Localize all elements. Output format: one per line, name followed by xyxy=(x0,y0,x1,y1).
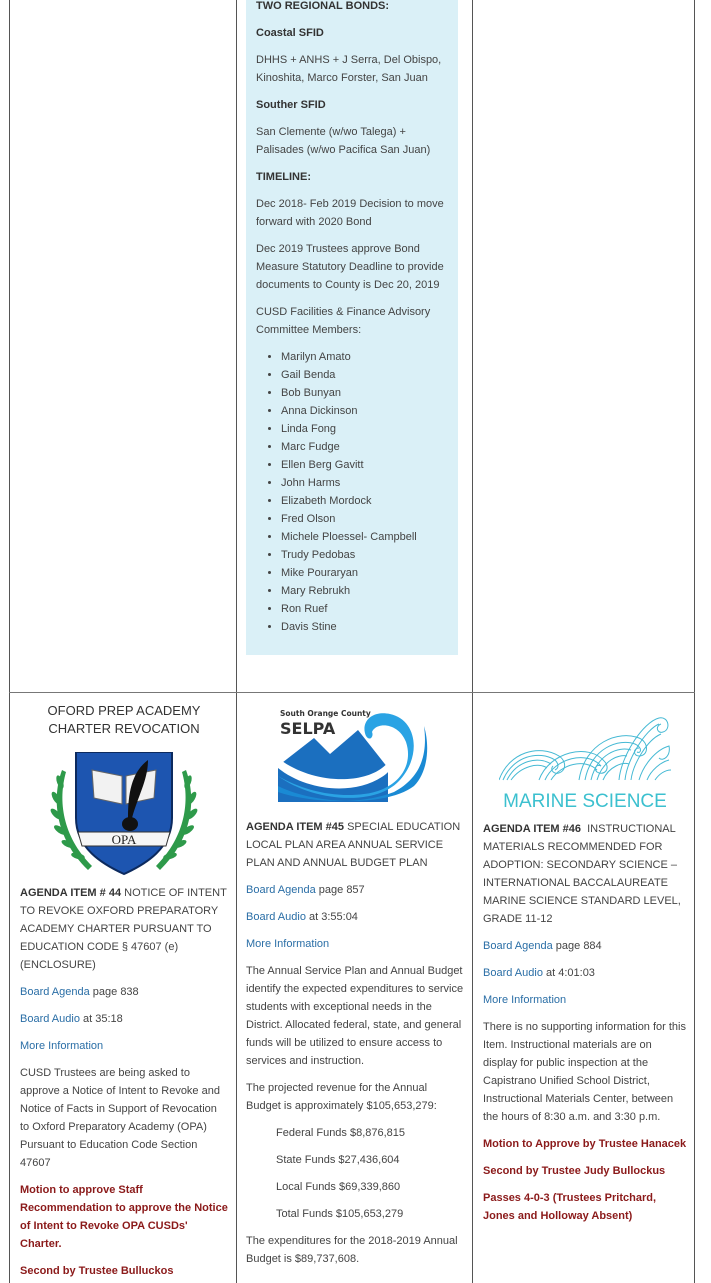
item46-result: Passes 4-0-3 (Trustees Pritchard, Jones and Holloway Absent) xyxy=(483,1192,657,1222)
board-audio-line xyxy=(20,1010,228,1028)
bond-heading: TWO REGIONAL BONDS: xyxy=(256,0,390,12)
bond-info-box xyxy=(246,0,458,655)
table-border-col3 xyxy=(472,0,473,1283)
list-item: • Ellen Berg Gavitt xyxy=(281,456,448,474)
item44-agenda-heading xyxy=(20,884,228,974)
board-audio-link[interactable]: Board Audio xyxy=(20,1013,80,1025)
board-agenda-page: page 857 xyxy=(315,884,365,896)
selpa-logo-line2: SELPA xyxy=(280,719,336,738)
agenda-item-text: INSTRUCTIONAL MATERIALS RECOMMENDED FOR ADOPTION: SECONDARY SCIENCE – INTERNATIONAL BACCALAUREATE MARINE SCIENCE STANDARD LEVEL, GRADE 11-12 xyxy=(483,823,684,925)
board-agenda-link[interactable]: Board Agenda xyxy=(246,884,316,896)
agenda-item-label: AGENDA ITEM # 44 xyxy=(20,887,122,899)
selpa-logo-line1: South Orange County xyxy=(280,709,371,718)
agenda-item-46 xyxy=(483,712,688,1225)
fund-line: State Funds $27,436,604 xyxy=(276,1154,400,1166)
committee-members-list xyxy=(256,348,448,636)
board-agenda-line xyxy=(483,937,688,955)
committee-title: CUSD Facilities & Finance Advisory Committee Members: xyxy=(256,306,431,336)
list-item: • Mike Pouraryan xyxy=(281,564,448,582)
list-item: • Linda Fong xyxy=(281,420,448,438)
list-item: • Gail Benda xyxy=(281,366,448,384)
souther-title: Souther SFID xyxy=(256,99,326,111)
item46-second: Second by Trustee Judy Bullockus xyxy=(483,1165,666,1177)
list-item: • Bob Bunyan xyxy=(281,384,448,402)
board-audio-link[interactable]: Board Audio xyxy=(483,967,543,979)
board-agenda-page: page 838 xyxy=(89,986,139,998)
timeline-item: Dec 2019 Trustees approve Bond Measure Statutory Deadline to provide documents to County is Dec 20, 2019 xyxy=(256,243,444,291)
more-information-link[interactable]: More Information xyxy=(246,938,330,950)
board-agenda-page: page 884 xyxy=(552,940,602,952)
selpa-logo xyxy=(278,706,430,806)
board-agenda-line xyxy=(20,983,228,1001)
board-agenda-link[interactable]: Board Agenda xyxy=(483,940,553,952)
agenda-item-text: SPECIAL EDUCATION LOCAL PLAN AREA ANNUAL SERVICE PLAN AND ANNUAL BUDGET PLAN xyxy=(246,821,461,869)
board-agenda-line xyxy=(246,881,464,899)
list-item: • Mary Rebrukh xyxy=(281,582,448,600)
agenda-item-label: AGENDA ITEM #46 xyxy=(483,823,582,835)
coastal-title: Coastal SFID xyxy=(256,27,324,39)
item46-motion: Motion to Approve by Trustee Hanacek xyxy=(483,1138,687,1150)
agenda-item-44 xyxy=(20,702,228,1280)
item45-revenue-intro: The projected revenue for the Annual Budget is approximately $105,653,279: xyxy=(246,1082,437,1112)
opa-logo-text: OPA xyxy=(111,832,137,847)
item45-description: The Annual Service Plan and Annual Budget identify the expected expenditures to service students with exceptional needs in the District. Allocated federal, state, and general funds will be utilized to ensure access to services and instruction. xyxy=(246,965,464,1067)
agenda-item-label: AGENDA ITEM #45 xyxy=(246,821,345,833)
board-audio-time: at 3:55:04 xyxy=(305,911,358,923)
item44-title: CHARTER REVOCATION xyxy=(48,721,200,736)
opa-logo xyxy=(44,752,204,876)
list-item: • Trudy Pedobas xyxy=(281,546,448,564)
marine-science-logo xyxy=(499,712,671,810)
table-border-right xyxy=(694,0,695,1283)
board-audio-time: at 4:01:03 xyxy=(542,967,595,979)
list-item: • Elizabeth Mordock xyxy=(281,492,448,510)
list-item: • Marc Fudge xyxy=(281,438,448,456)
board-audio-time: at 35:18 xyxy=(79,1013,123,1025)
fund-line: Federal Funds $8,876,815 xyxy=(276,1127,406,1139)
marine-science-logo-text: MARINE SCIENCE xyxy=(503,791,667,812)
timeline-title: TIMELINE: xyxy=(256,171,311,183)
board-audio-link[interactable]: Board Audio xyxy=(246,911,306,923)
agenda-item-text: NOTICE OF INTENT TO REVOKE OXFORD PREPARATORY ACADEMY CHARTER PURSUANT TO EDUCATION CODE § 47607 (e) (ENCLOSURE) xyxy=(20,887,227,971)
board-audio-line xyxy=(246,908,464,926)
list-item: • Anna Dickinson xyxy=(281,402,448,420)
list-item: • Marilyn Amato xyxy=(281,348,448,366)
souther-text: San Clemente (w/wo Talega) + Palisades (w/wo Pacifica San Juan) xyxy=(256,126,431,156)
fund-line: Local Funds $69,339,860 xyxy=(276,1181,401,1193)
item46-agenda-heading xyxy=(483,820,688,928)
more-information-link[interactable]: More Information xyxy=(20,1040,104,1052)
item44-second: Second by Trustee Bulluckos xyxy=(20,1265,174,1277)
list-item: • John Harms xyxy=(281,474,448,492)
board-agenda-link[interactable]: Board Agenda xyxy=(20,986,90,998)
item44-motion: Motion to approve Staff Recommendation to approve the Notice of Intent to Revoke OPA CUSDs' Charter. xyxy=(20,1184,228,1250)
agenda-item-45 xyxy=(246,706,464,1268)
list-item: • Michele Ploessel- Campbell xyxy=(281,528,448,546)
item45-agenda-heading xyxy=(246,818,464,872)
list-item: • Ron Ruef xyxy=(281,600,448,618)
item45-expenditures: The expenditures for the 2018-2019 Annual Budget is $89,737,608. xyxy=(246,1235,458,1265)
list-item: • Davis Stine xyxy=(281,618,448,636)
more-information-link[interactable]: More Information xyxy=(483,994,567,1006)
coastal-text: DHHS + ANHS + J Serra, Del Obispo, Kinoshita, Marco Forster, San Juan xyxy=(256,54,442,84)
item44-title: OFORD PREP ACADEMY xyxy=(47,703,201,718)
table-border-col2 xyxy=(236,0,237,1283)
list-item: • Fred Olson xyxy=(281,510,448,528)
board-audio-line xyxy=(483,964,688,982)
item44-description: CUSD Trustees are being asked to approve a Notice of Intent to Revoke and Notice of Facts in Support of Revocation to Oxford Preparatory Academy (OPA) Pursuant to Education Code Section 47607 xyxy=(20,1067,220,1169)
table-border-left xyxy=(9,0,10,1283)
timeline-item: Dec 2018- Feb 2019 Decision to move forward with 2020 Bond xyxy=(256,198,444,228)
item46-description: There is no supporting information for this Item. Instructional materials are on display for public inspection at the Capistrano Unified School District, Instructional Materials Center, between the hours of 8:30 a.m. and 3:30 p.m. xyxy=(483,1021,686,1123)
table-row-divider xyxy=(9,692,695,693)
fund-line: Total Funds $105,653,279 xyxy=(276,1208,404,1220)
